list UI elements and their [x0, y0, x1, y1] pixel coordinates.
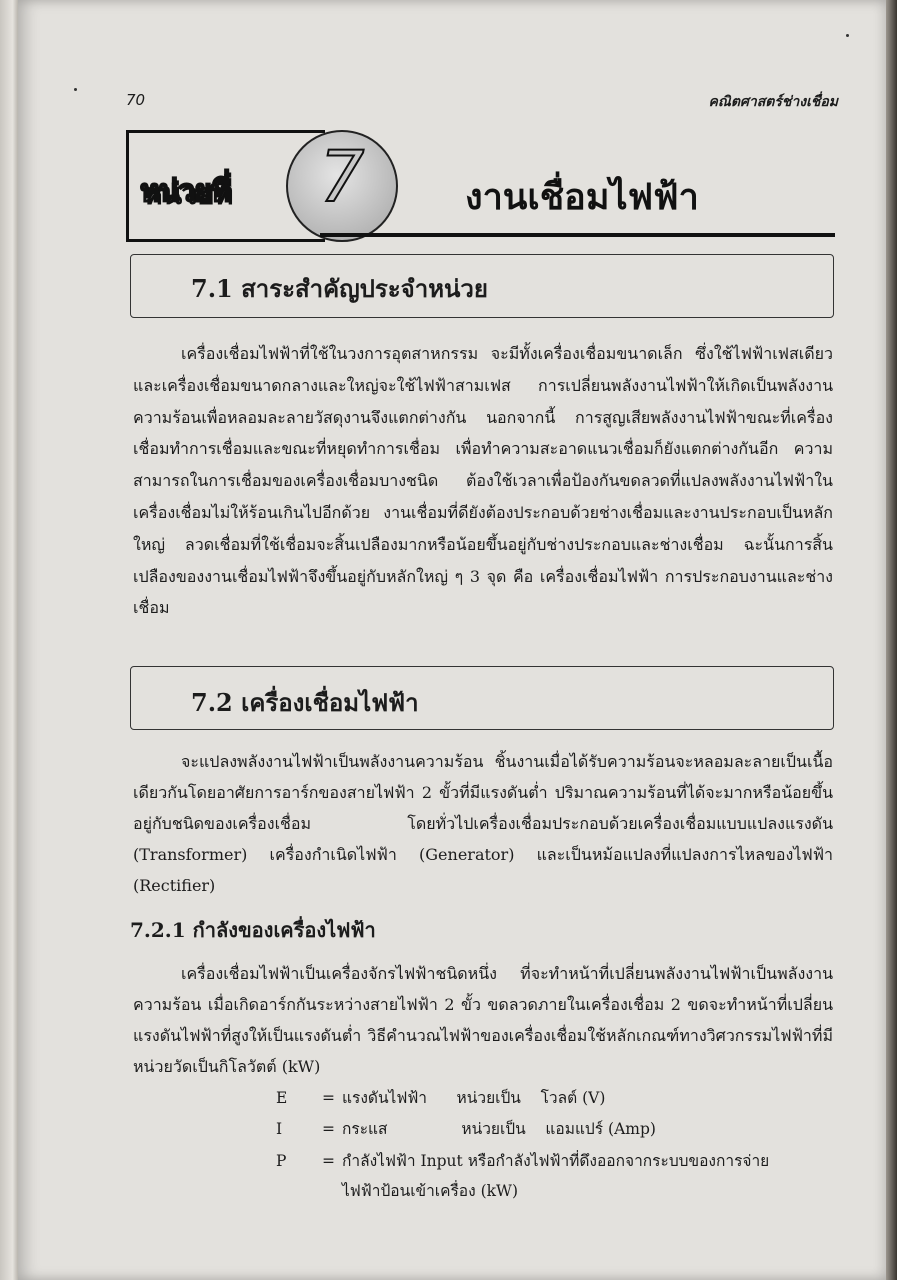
subsection-title: 7.2.1 กำลังของเครื่องไฟฟ้า — [130, 918, 376, 942]
definition-text: ไฟฟ้าป้อนเข้าเครื่อง (kW) — [342, 1182, 519, 1200]
chapter-label: หน่วยที่ — [140, 174, 230, 209]
page-shadow-edge — [886, 0, 897, 1280]
section-header-box — [130, 254, 834, 318]
section-paragraph: จะแปลงพลังงานไฟฟ้าเป็นพลังงานความร้อน ชิ้นงานเมื่อได้รับความร้อนจะหลอมละลายเป็นเนื้อเดียวกันโดยอาศัยการอาร์กของสายไฟฟ้า 2 ขั้วที่มีแรงดันต่ำ ปริมาณความร้อนที่ได้จะมากหรือน้อยขึ้นอยู่กับชนิดของเครื่องเชื่อม โดยทั่วไปเครื่องเชื่อมประกอบด้วยเครื่องเชื่อมแบบแปลงแรงดัน (Transformer) เครื่องกำเนิดไฟฟ้า (Generator) และเป็นหม้อแปลงที่แปลงการไหลของไฟฟ้า (Rectifier) — [133, 752, 833, 895]
pencil-dot — [846, 34, 849, 37]
chapter-number: 7 — [319, 136, 365, 218]
definition-row — [18, 1114, 878, 1144]
definition-symbol: E — [276, 1089, 288, 1107]
definition-text: กระแส หน่วยเป็น แอมแปร์ (Amp) — [342, 1120, 656, 1138]
definition-text: กำลังไฟฟ้า Input หรือกำลังไฟฟ้าที่ดึงออกจากระบบของการจ่าย — [342, 1152, 770, 1170]
definition-symbol: I — [276, 1120, 283, 1138]
section-header-box — [130, 666, 834, 730]
definition-equals: = — [322, 1152, 335, 1170]
definition-row — [18, 1146, 878, 1176]
definition-row — [18, 1083, 878, 1113]
definition-equals: = — [322, 1089, 335, 1107]
book-binding-edge — [0, 0, 18, 1280]
margin-handwriting — [48, 540, 54, 690]
definition-text: แรงดันไฟฟ้า หน่วยเป็น โวลต์ (V) — [342, 1089, 606, 1107]
definition-row — [18, 1176, 878, 1206]
chapter-number-badge — [286, 130, 398, 242]
section-title: 7.2 เครื่องเชื่อมไฟฟ้า — [191, 688, 419, 717]
pencil-dot — [74, 88, 77, 91]
page-number: 70 — [126, 91, 146, 109]
definition-equals: = — [322, 1120, 335, 1138]
chapter-underline — [320, 233, 835, 237]
running-head: คณิตศาสตร์ช่างเชื่อม — [708, 94, 838, 110]
subsection-paragraph: เครื่องเชื่อมไฟฟ้าเป็นเครื่องจักรไฟฟ้าชนิดหนึ่ง ที่จะทำหน้าที่เปลี่ยนพลังงานไฟฟ้าเป็นพลังงานความร้อน เมื่อเกิดอาร์กกันระหว่างสายไฟฟ้า 2 ขั้ว ขดลวดภายในเครื่องเชื่อม 2 ขดจะทำหน้าที่เปลี่ยนแรงดันไฟฟ้าที่สูงให้เป็นแรงดันต่ำ วิธีคำนวณไฟฟ้าของเครื่องเชื่อมใช้หลักเกณฑ์ทางวิศวกรรมไฟฟ้าที่มีหน่วยวัดเป็นกิโลวัตต์ (kW) — [133, 964, 833, 1076]
section-paragraph: เครื่องเชื่อมไฟฟ้าที่ใช้ในวงการอุตสาหกรรม จะมีทั้งเครื่องเชื่อมขนาดเล็ก ซึ่งใช้ไฟฟ้าเฟสเดียว และเครื่องเชื่อมขนาดกลางและใหญ่จะใช้ไฟฟ้าสามเฟส การเปลี่ยนพลังงานไฟฟ้าให้เกิดเป็นพลังงานความร้อนเพื่อหลอมละลายวัสดุงานจึงแตกต่างกัน นอกจากนี้ การสูญเสียพลังงานไฟฟ้าขณะที่เครื่องเชื่อมทำการเชื่อมและขณะที่หยุดทำการเชื่อม เพื่อทำความสะอาดแนวเชื่อมก็ยังแตกต่างกันอีก ความสามารถในการเชื่อมของเครื่องเชื่อมบางชนิด ต้องใช้เวลาเพื่อป้องกันขดลวดที่แปลงพลังงานไฟฟ้าในเครื่องเชื่อมไม่ให้ร้อนเกินไปอีกด้วย งานเชื่อมที่ดียังต้องประกอบด้วยช่างเชื่อมและงานประกอบเป็นหลักใหญ่ ลวดเชื่อมที่ใช้เชื่อมจะสิ้นเปลืองมากหรือน้อยขึ้นอยู่กับช่างประกอบและช่างเชื่อม ฉะนั้นการสิ้นเปลืองของงานเชื่อมไฟฟ้าจึงขึ้นอยู่กับหลักใหญ่ ๆ 3 จุด คือ เครื่องเชื่อมไฟฟ้า การประกอบงานและช่างเชื่อม — [133, 344, 833, 618]
definition-symbol: P — [276, 1152, 287, 1170]
chapter-title: งานเชื่อมไฟฟ้า — [465, 177, 699, 218]
section-title: 7.1 สาระสำคัญประจำหน่วย — [191, 274, 488, 303]
book-page — [18, 0, 886, 1280]
